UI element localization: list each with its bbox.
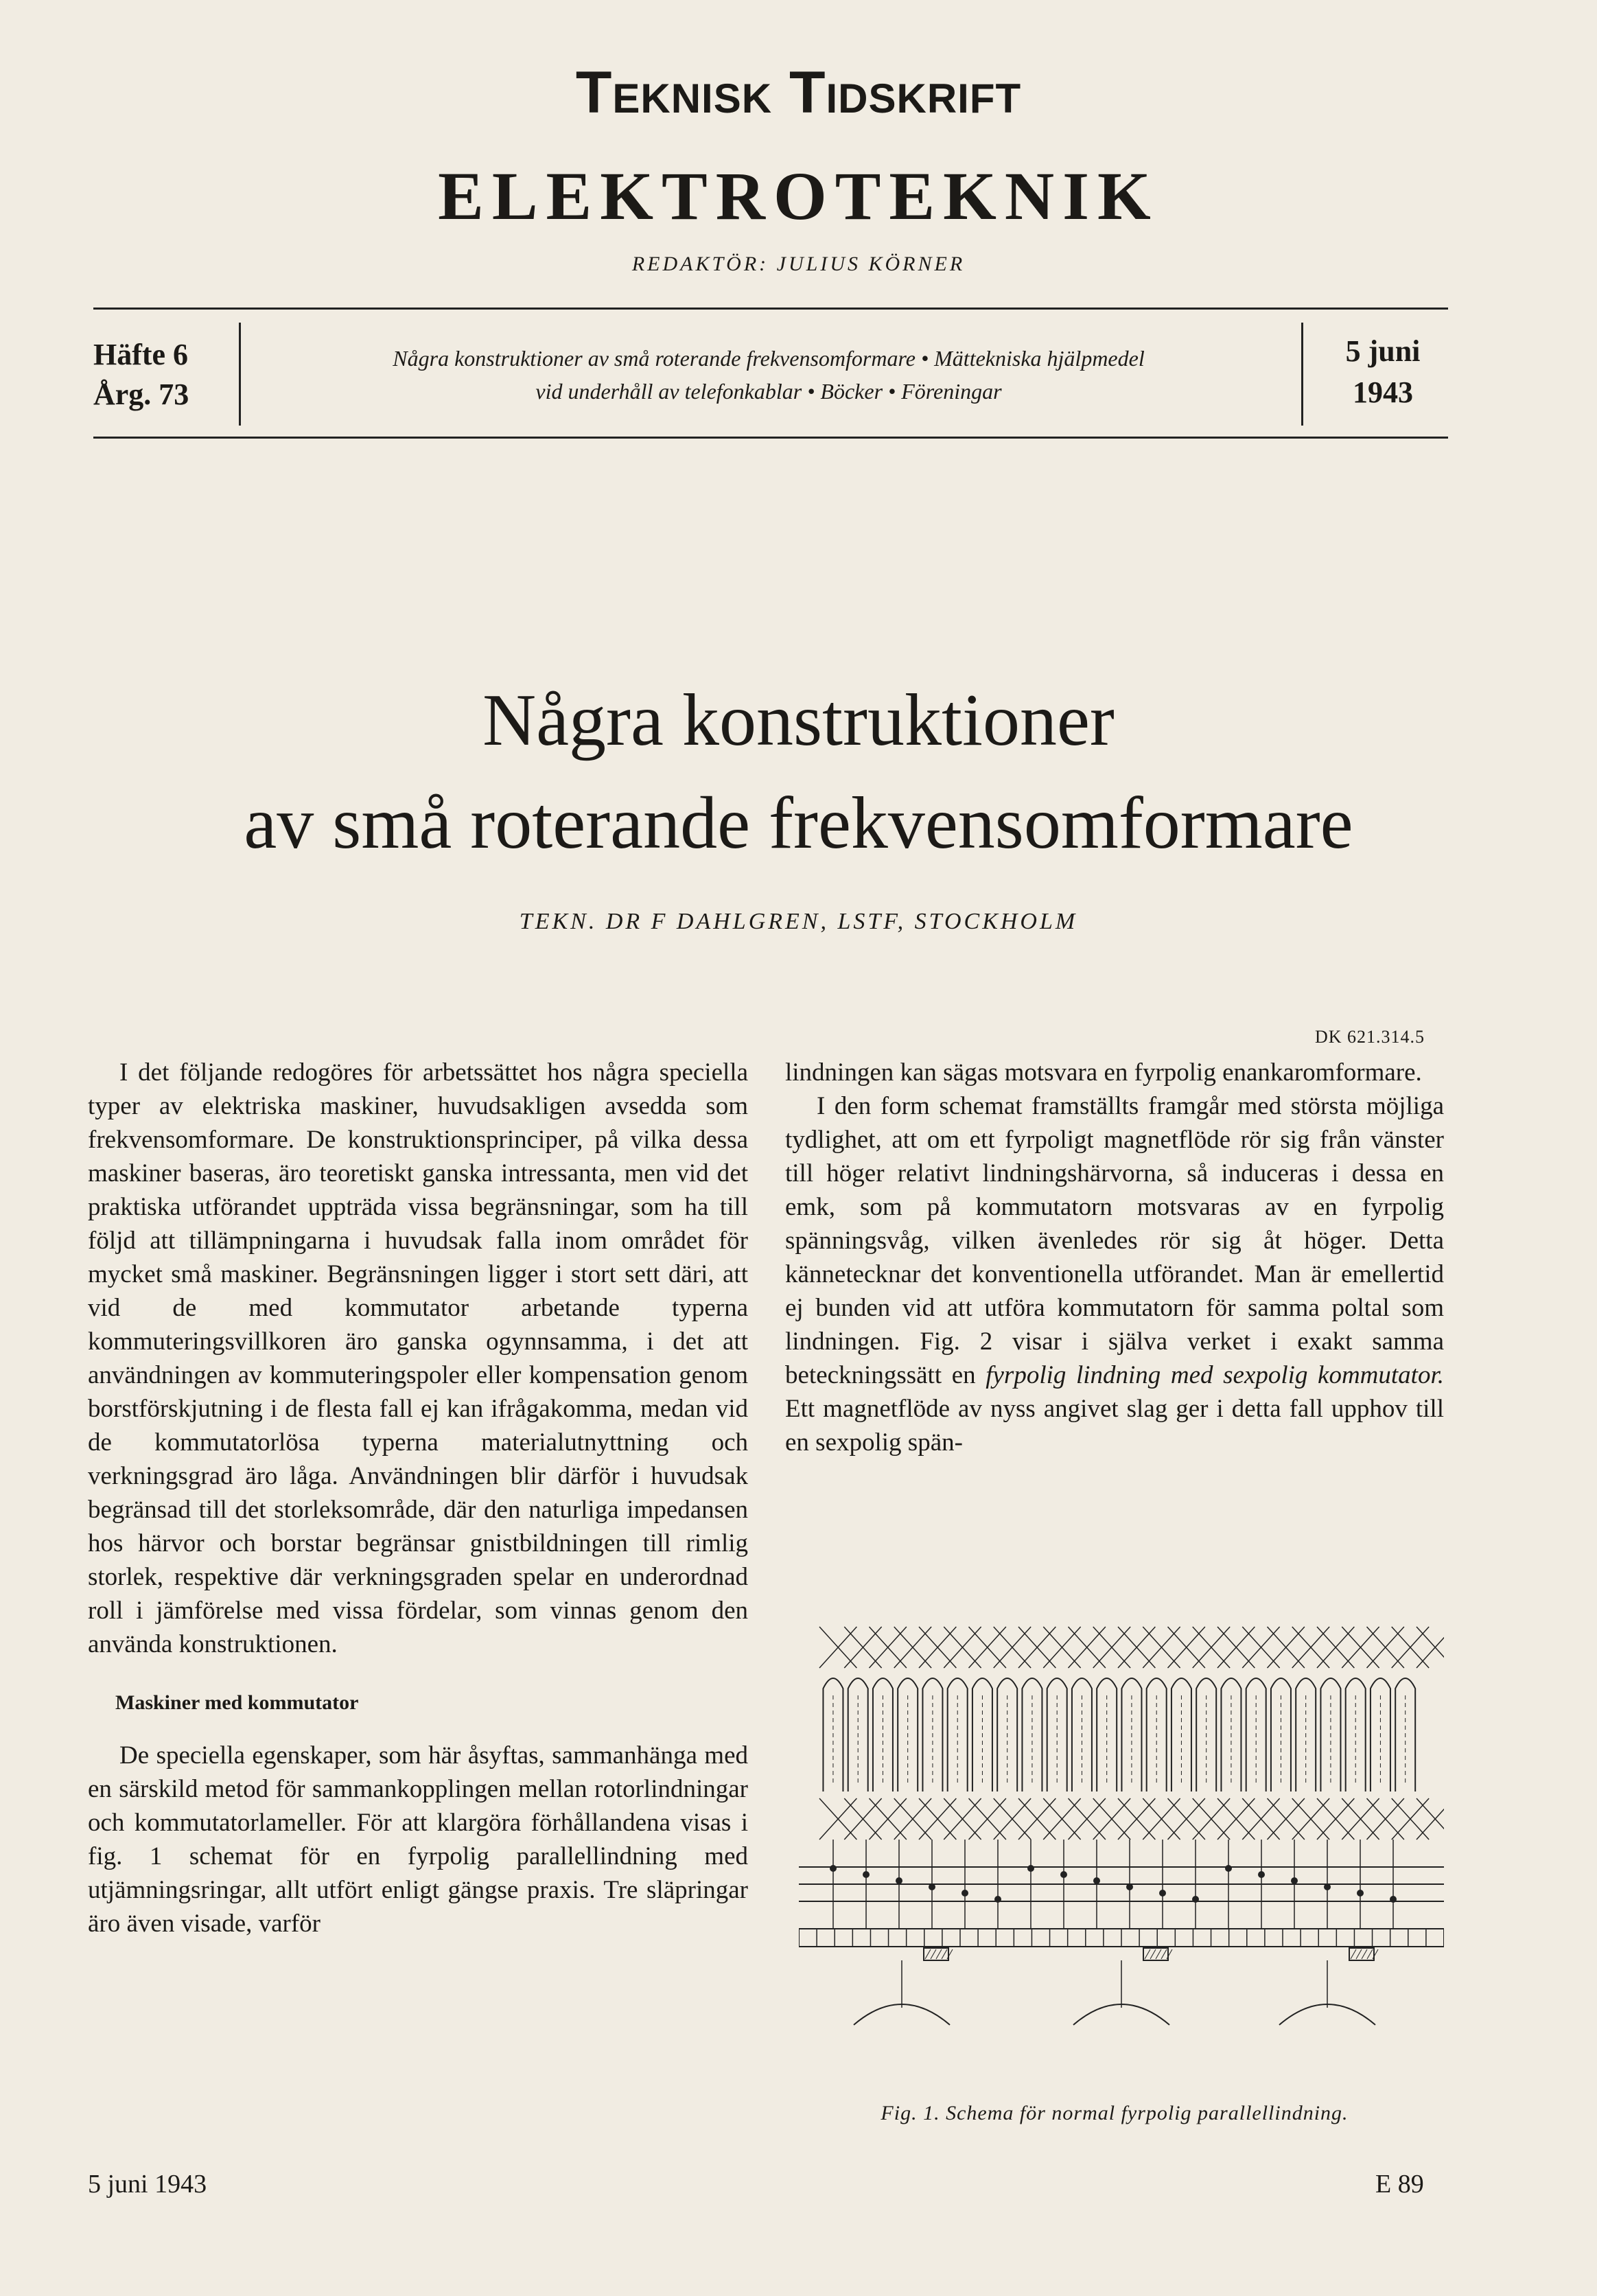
contents-line-2: vid underhåll av telefonkablar • Böcker • Föreningar bbox=[535, 379, 1002, 404]
issue-date-block bbox=[1325, 331, 1441, 413]
paragraph-schema bbox=[785, 1089, 1444, 1459]
journal-name: Teknisk Tidskrift bbox=[575, 60, 1022, 126]
paragraph-schema-tail: Ett magnetflöde av nyss angivet slag ger i detta fall upphov till en sexpolig spän- bbox=[785, 1395, 1444, 1457]
issue-number-block bbox=[93, 335, 189, 415]
article-title-line-2: av små roterande frekvensomformare bbox=[244, 782, 1353, 864]
header-rule-top bbox=[93, 308, 1448, 310]
dk-classification: DK 621.314.5 bbox=[1315, 1027, 1425, 1047]
paragraph-continued: lindningen kan sägas motsvara en fyrpolig enankaromformare. bbox=[785, 1058, 1422, 1087]
right-column bbox=[785, 1056, 1444, 1459]
paragraph-schema-text: I den form schemat framställts framgår med största möjliga tydlighet, att om ett fyrpoligt magnetflöde rör sig från vänster till höger relativt lindningshärvorna, så induceras i dessa en emk, som på kommutatorn motsvaras av en fyrpolig spänningsvåg, vilken ävenledes rör sig åt höger. Detta kännetecknar det konventionella utförandet. Man är emellertid ej bunden vid att utföra kommutatorn för samma poltal som lindningen. Fig. 2 visar i själva verket i exakt samma beteckningssätt en bbox=[785, 1092, 1444, 1389]
left-column bbox=[88, 1056, 748, 1940]
header-divider-right bbox=[1301, 323, 1303, 426]
issue-date-year: 1943 bbox=[1353, 375, 1413, 409]
editor-line: REDAKTÖR: JULIUS KÖRNER bbox=[631, 253, 966, 275]
paragraph-schema-emphasis: fyrpolig lindning med sexpolig kommutator. bbox=[986, 1361, 1444, 1389]
section-heading: Maskiner med kommutator bbox=[115, 1691, 359, 1714]
header-divider-left bbox=[239, 323, 241, 426]
figure-1-caption: Fig. 1. Schema för normal fyrpolig parallellindning. bbox=[881, 2102, 1349, 2124]
footer-date: 5 juni 1943 bbox=[88, 2170, 207, 2199]
paragraph-kommutator: De speciella egenskaper, som här åsyftas, sammanhänga med en särskild metod för sammankopplingen mellan rotorlindningar och kommutatorlameller. För att klargöra förhållandena visas i fig. 1 schemat för en fyrpolig parallellindning med utjämningsringar, allt utfört enligt gängse praxis. Tre släpringar äro även visade, varför bbox=[88, 1741, 748, 1938]
figure-1-winding-schematic bbox=[799, 1613, 1444, 2094]
contents-line-1: Några konstruktioner av små roterande frekvensomformare • Mättekniska hjälpmedel bbox=[393, 346, 1145, 371]
winding-lines bbox=[799, 1627, 1444, 2025]
article-author: TEKN. DR F DAHLGREN, LSTF, STOCKHOLM bbox=[519, 909, 1078, 934]
issue-date-day: 5 juni bbox=[1345, 334, 1421, 368]
header-rule-bottom bbox=[93, 437, 1448, 439]
section-name: ELEKTROTEKNIK bbox=[438, 158, 1159, 234]
page-number: E 89 bbox=[1375, 2170, 1424, 2199]
issue-contents bbox=[247, 342, 1290, 408]
issue-volume: Årg. 73 bbox=[93, 378, 189, 411]
issue-number: Häfte 6 bbox=[93, 338, 189, 371]
paragraph-intro: I det följande redogöres för arbetssättet hos några speciella typer av elektriska maskiner, huvudsakligen avsedda som frekvensomformare. De konstruktionsprinciper, på vilka dessa maskiner baseras, äro teoretiskt ganska intressanta, men vid det praktiska utförandet uppträda vissa begränsningar, som ha till följd att tillämpningarna i huvudsak falla inom området för mycket små maskiner. Begränsningen ligger i stort sett däri, att vid de med kommutator arbetande typerna kommuteringsvillkoren äro ganska ogynnsamma, i det att användningen av kommuteringspoler eller kompensation genom borstförskjutning i de flesta fall ej kan ifrågakomma, medan vid de kommutatorlösa typerna materialutnyttning och verkningsgrad äro låga. Användningen blir därför i huvudsak begränsad till det storleksområde, där den naturliga impedansen hos härvor och borstar begränsar gnistbildningen till rimlig storlek, respektive där verkningsgraden spelar en underordnad roll i jämförelse med vissa fördelar, som vinnas genom den använda konstruktionen. bbox=[88, 1058, 748, 1658]
article-title-line-1: Några konstruktioner bbox=[482, 680, 1115, 761]
